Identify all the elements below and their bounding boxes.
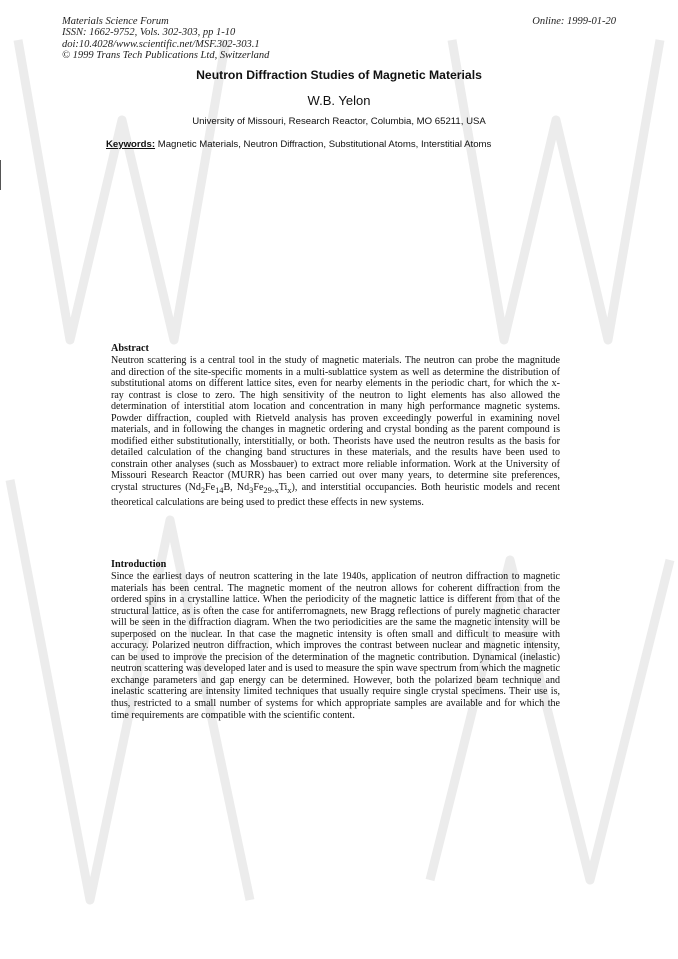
introduction-heading: Introduction	[111, 559, 167, 570]
abstract-heading: Abstract	[111, 343, 149, 354]
watermark-stroke-left	[18, 40, 226, 340]
introduction-text: Since the earliest days of neutron scattering in the late 1940s, application of neutron diffraction to magnetic materials has been central. The magnetic moment of the neutron allows for coherent diffraction from the ordered spins in a crystalline lattice. When the periodicity of the magnetic lattice is different from that of the structural lattice, as is often the case for antiferromagnets, new Bragg reflections of purely magnetic character will be seen in the diffraction diagram. When the two periodicities are the same the magnetic intensity will be superposed on the nuclear. In that case the magnetic intensity is often small and difficult to measure with accuracy. Polarized neutron diffraction, which improves the contrast between nuclear and magnetic intensity, can be used to improve the precision of the determination of the magnetic contribution. Dynamical (inelastic) neutron scattering was developed later and is used to measure the spin wave spectrum from which the magnetic exchange parameters and gap energy can be determined. However, both the polarized beam technique and inelastic scattering are intensity limited techniques that usually require single crystal specimens. Their use is, thus, restricted to a small number of systems for which appropriate samples are available and for which the time requirements are compatible with the scientific content.	[111, 571, 560, 721]
formula-nd3fe29ti: $Nd_3Fe_{29-x}Ti_x$	[236, 482, 292, 496]
author-name: W.B. Yelon	[307, 93, 371, 108]
scan-margin-line	[0, 160, 1, 190]
keywords-line	[106, 139, 626, 150]
keywords-label: Keywords:	[106, 139, 156, 150]
formula-nd2fe14b: $Nd_2Fe_{14}B$	[188, 482, 231, 496]
journal-name: Materials Science Forum	[62, 16, 169, 27]
abstract-text: Neutron scattering is a central tool in the study of magnetic materials. The neutron can probe the magnitude and direction of the site-specific moments in a multi-sublattice system as well as determine the distribution of substitutional atoms on different lattice sites, even for nearby elements in the periodic chart, for which the x-ray contrast is close to zero. The high sensitivity of the neutron to light elements has also allowed the determination of interstitial atom location and concentration in many high performance magnetic systems. Powder diffraction, coupled with Rietveld analysis has proven exceedingly powerful in examining novel materials, and in following the changes in magnetic ordering and crystal bonding as the parent compound is modified either substitutionally, interstitially, or both. Theorists have used the neutron results as the basis for detailed calculation of the changing band structures in these materials, and the results have been used to constrain other analyses (such as Mossbauer) to extract more reliable information. Work at the University of Missouri Research Reactor (MURR) has been carried out over many years, to determine site preferences, crystal structures ($Nd_2Fe_{14}B$, $Nd_3Fe_{29-x}Ti_x$), and interstitial occupancies. Both heuristic models and recent theoretical calculations are being used to predict these effects in new systems.	[111, 355, 560, 508]
keywords-list: Magnetic Materials, Neutron Diffraction, Substitutional Atoms, Interstitial Atoms	[157, 139, 492, 150]
paper-title: Neutron Diffraction Studies of Magnetic Materials	[196, 68, 482, 82]
issn-line: ISSN: 1662-9752, Vols. 302-303, pp 1-10	[62, 27, 236, 39]
copyright-line: © 1999 Trans Tech Publications Ltd, Switzerland	[62, 50, 270, 62]
publication-info	[62, 16, 269, 62]
watermark-stroke-right	[452, 40, 660, 340]
online-date: Online: 1999-01-20	[532, 16, 616, 27]
abstract-body-end: ), and interstitial occupancies. Both heuristic models and recent theoretical calculations are being used to predict these effects in new systems.	[111, 482, 560, 508]
author-affiliation: University of Missouri, Research Reactor, Columbia, MO 65211, USA	[192, 116, 486, 127]
doi-link[interactable]: doi:10.4028/www.scientific.net/MSF.302-303.1	[62, 38, 260, 50]
abstract-body-start: Neutron scattering is a central tool in the study of magnetic materials. The neutron can probe the magnitude and direction of the site-specific moments in a multi-sublattice system as well as determine the distribution of substitutional atoms on different lattice sites, even for nearby elements in the periodic chart, for which the x-ray contrast is close to zero. The high sensitivity of the neutron to light elements has also allowed the determination of interstitial atom location and concentration in many high performance magnetic systems. Powder diffraction, coupled with Rietveld analysis has proven exceedingly powerful in examining novel materials, and in following the changes in magnetic ordering and crystal bonding as the parent compound is modified either substitutionally, interstitially, or both. Theorists have used the neutron results as the basis for detailed calculation of the changing band structures in these materials, and the results have been used to constrain other analyses (such as Mossbauer) to extract more reliable information. Work at the University of Missouri Research Reactor (MURR) has been carried out over many years, to determine site preferences, crystal structures (	[111, 355, 560, 494]
